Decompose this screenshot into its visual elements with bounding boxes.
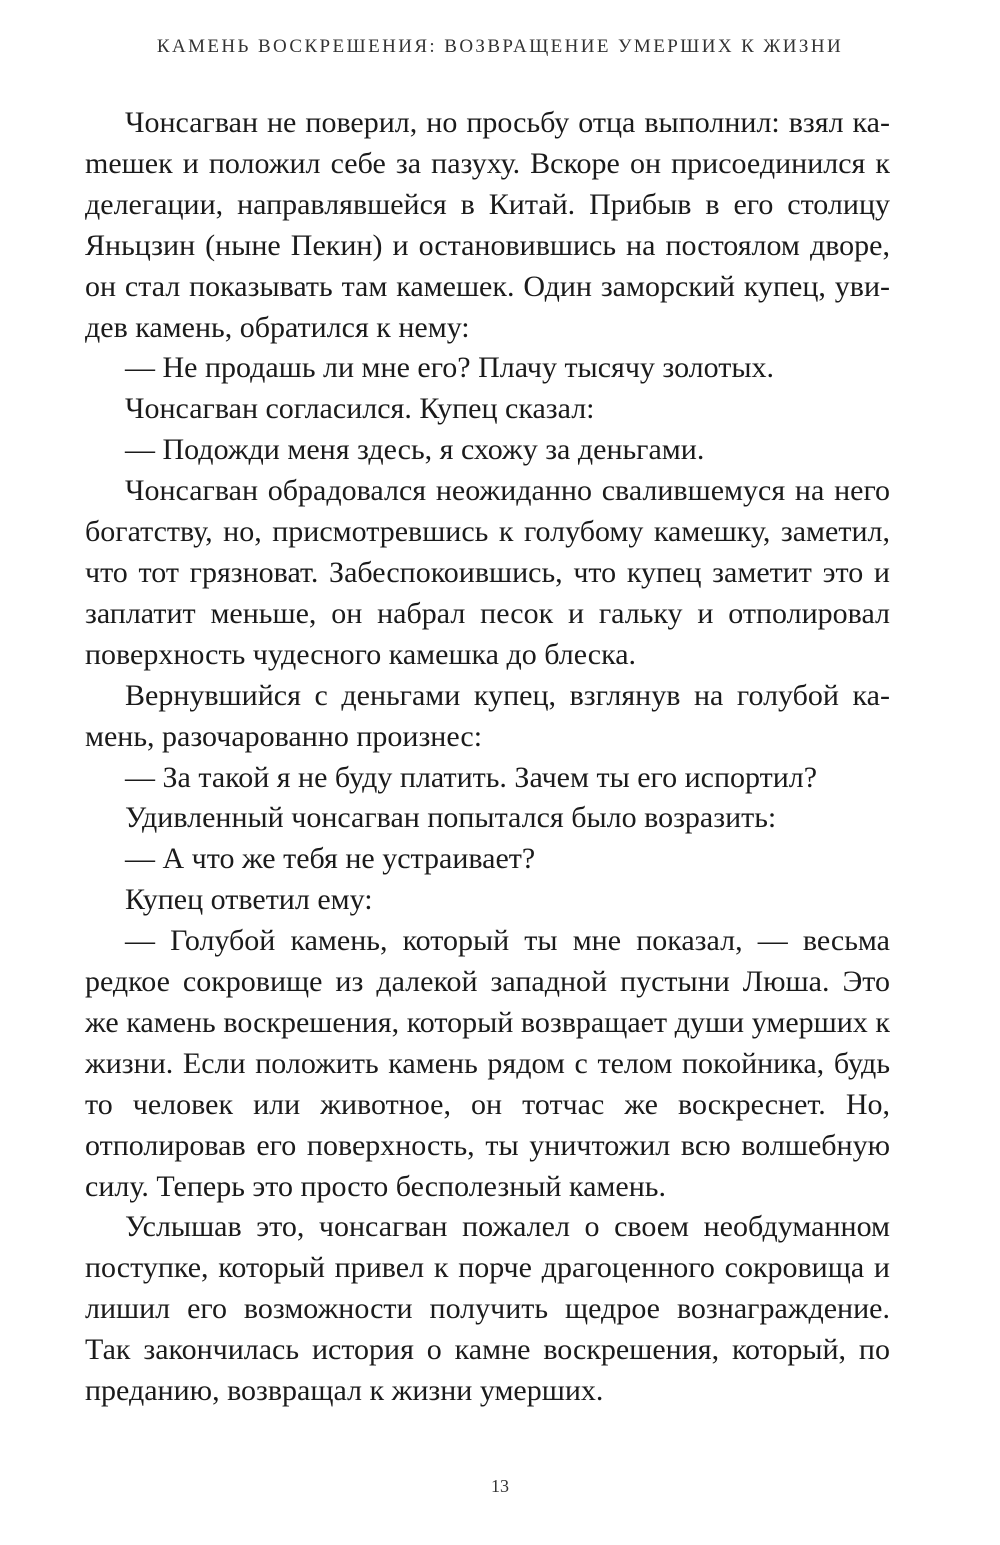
running-header: КАМЕНЬ ВОСКРЕШЕНИЯ: ВОЗВРАЩЕНИЕ УМЕРШИХ К ЖИЗНИ (156, 36, 844, 57)
paragraph: Купец ответил ему: (125, 883, 373, 917)
body-text (85, 103, 890, 1412)
paragraph: Услышав это, чонсагван пожалел о своем необдуманном поступке, который привел к порче драгоценного сокровища и лишил его возможности получить щедрое вознаграждение. Так закончилась история о камне воскрешения, который, по преданию, возвращал к жизни умерших. (85, 1210, 890, 1408)
paragraph: Вернувшийся с деньгами купец, взглянув на голубой камень, разочарованно произнес: (85, 678, 890, 753)
paragraph: Удивленный чонсагван попытался было возразить: (125, 801, 777, 835)
page-number: 13 (491, 1476, 509, 1496)
paragraph: Чонсагван не поверил, но просьбу отца выполнил: взял каmешек и положил себе за пазуху. Вскоре он присоединился к делегации, направлявшейся в Китай. Прибыв в его столицу Яньцзин (ныне Пекин) и остановившись на постоялом дворе, он стал показывать там камешек. Один заморский купец, увидев камень, обратился к нему: (85, 106, 890, 344)
paragraph: — Голубой камень, который ты мне показал, — весьма редкое сокровище из далекой западной пустыни Люша. Это же камень воскрешения, который возвращает души умерших к жизни. Если положить камень рядом с телом покойника, будь то человек или животное, он тотчас же воскреснет. Но, отполировав его поверхность, ты уничтожил всю волшебную силу. Теперь это просто бесполезный камень. (85, 924, 890, 1203)
paragraph: — Не продашь ли мне его? Плачу тысячу золотых. (125, 351, 775, 385)
paragraph: — А что же тебя не устраивает? (125, 842, 536, 876)
paragraph: Чонсагван обрадовался неожиданно свалившемуся на него богатству, но, присмотревшись к голубому камешку, заметил, что тот грязноват. Забеспокоившись, что купец заметит это и заплатит меньше, он набрал песок и гальку и отполировал поверхность чудесного камешка до блеска. (85, 474, 890, 671)
paragraph: — Подожди меня здесь, я схожу за деньгами. (125, 433, 705, 467)
paragraph: — За такой я не буду платить. Зачем ты его испортил? (125, 760, 818, 794)
paragraph: Чонсагван согласился. Купец сказал: (125, 392, 595, 426)
